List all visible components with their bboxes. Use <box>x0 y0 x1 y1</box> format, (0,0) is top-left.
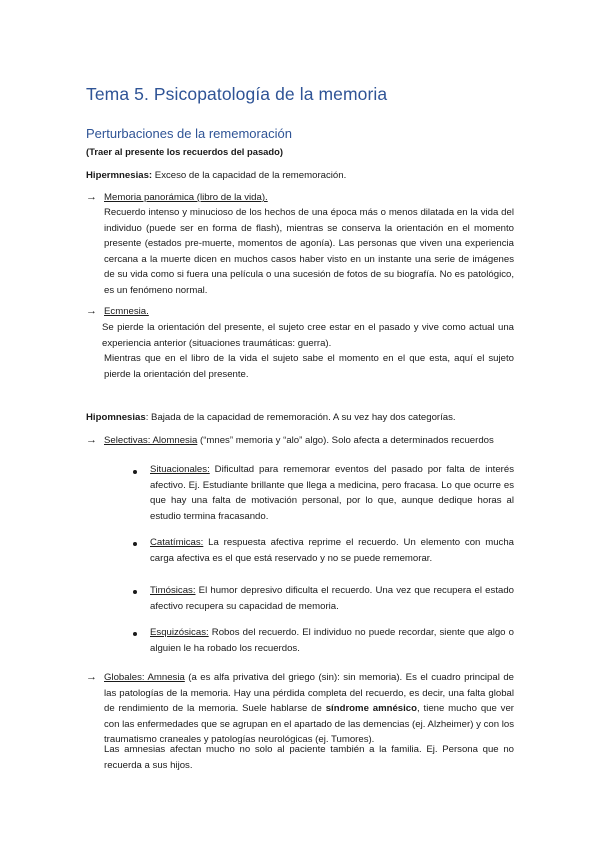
bullet-icon <box>133 542 137 546</box>
bullet-situacionales <box>150 462 514 524</box>
globales-bold: síndrome amnésico <box>325 703 418 715</box>
arrow-icon: → <box>86 434 97 446</box>
hipermnesias-text: Exceso de la capacidad de la rememoración. <box>152 170 347 181</box>
selectivas-title: Selectivas: Alomnesia <box>104 435 198 446</box>
hipermnesias-line <box>86 168 346 184</box>
bullet-text: Robos del recuerdo. El individuo no puede recordar, siente que algo o alguien le ha robado los recuerdos. <box>150 627 514 654</box>
bullet-text: Dificultad para rememorar eventos del pasado por falta de interés afectivo. Ej. Estudiante brillante que llega a medicina, pero fracasa. Lo que ocurre es que hay una falta de motivación personal, por lo que, aunque dedique horas al estudio termina fracasando. <box>150 464 514 522</box>
page-title: Tema 5. Psicopatología de la memoria <box>86 84 388 104</box>
globales-text-1: (a es alfa privativa del griego (sin): sin memoria). Es el cuadro principal de las patologías de la memoria. Hay una pérdida completa del recuerdo, es decir, una falta global de rendimiento de la memoria. Suele hablarse de <box>104 672 514 715</box>
ecmnesia-title: Ecmnesia. <box>104 306 149 317</box>
bullet-icon <box>133 590 137 594</box>
arrow-icon: → <box>86 191 97 203</box>
memoria-panoramica-title: Memoria panorámica (libro de la vida). <box>104 192 268 203</box>
ecmnesia-body-2: Mientras que en el libro de la vida el sujeto sabe el momento en el que esta, aquí el sujeto pierde la orientación del presente. <box>104 353 514 380</box>
bullet-icon <box>133 470 137 474</box>
section-heading: Perturbaciones de la rememoración <box>86 126 292 141</box>
bullet-catatimicas <box>150 535 514 566</box>
memoria-panoramica-body: Recuerdo intenso y minucioso de los hechos de una época más o menos dilatada en la vida del individuo (puede ser en forma de flash), mientras se conserva la orientación en el momento presente (estados pre-muerte, momentos de agonía). Las personas que viven una experiencia cercana a la muerte dicen en muchos casos haber visto en un instante una serie de imágenes de su vida como si fuera una película o una sucesión de fotos de su biografía. No es patológico, es un fenómeno normal. <box>104 207 514 296</box>
bullet-term: Situacionales: <box>150 464 210 475</box>
section-subtitle: (Traer al presente los recuerdos del pasado) <box>86 146 283 157</box>
selectivas-line <box>104 433 518 449</box>
arrow-icon: → <box>86 671 97 683</box>
globales-text-2: , tiene mucho que ver con las enfermedades que se agrupan en el apartado de las demencias (ej. Alzheimer) y con los traumatismo craneales y patologías neurológicas (ej. Tumores). <box>104 703 515 746</box>
bullet-esquizosicas <box>150 625 514 656</box>
hipomnesias-label: Hipomnesias <box>86 412 146 423</box>
bullet-text: El humor depresivo dificulta el recuerdo. Una vez que recupera el estado afectivo recupera su capacidad de memoria. <box>150 585 514 612</box>
bullet-term: Catatímicas: <box>150 537 204 548</box>
bullet-term: Esquizósicas: <box>150 627 209 638</box>
globales-paragraph <box>104 670 514 748</box>
bullet-icon <box>133 632 137 636</box>
bullet-text: La respuesta afectiva reprime el recuerdo. Un elemento con mucha carga afectiva es el que está reservado y no se puede rememorar. <box>150 537 514 564</box>
bullet-term: Timósicas: <box>150 585 196 596</box>
hipomnesias-line <box>86 410 456 426</box>
ecmnesia-body: Se pierde la orientación del presente, el sujeto cree estar en el pasado y vive como actual una experiencia anterior (situaciones traumáticas: guerra). <box>102 322 514 349</box>
bullet-timosicas <box>150 583 514 614</box>
hipermnesias-label: Hipermnesias: <box>86 170 153 181</box>
selectivas-text: (“mnes” memoria y “alo” algo). Solo afecta a determinados recuerdos <box>197 435 494 446</box>
globales-title: Globales: Amnesia <box>104 672 185 683</box>
hipomnesias-text: : Bajada de la capacidad de rememoración. A su vez hay dos categorías. <box>145 412 456 423</box>
arrow-icon: → <box>86 305 97 317</box>
globales-paragraph-2: Las amnesias afectan mucho no solo al paciente también a la familia. Ej. Persona que no recuerda a sus hijos. <box>104 744 514 771</box>
